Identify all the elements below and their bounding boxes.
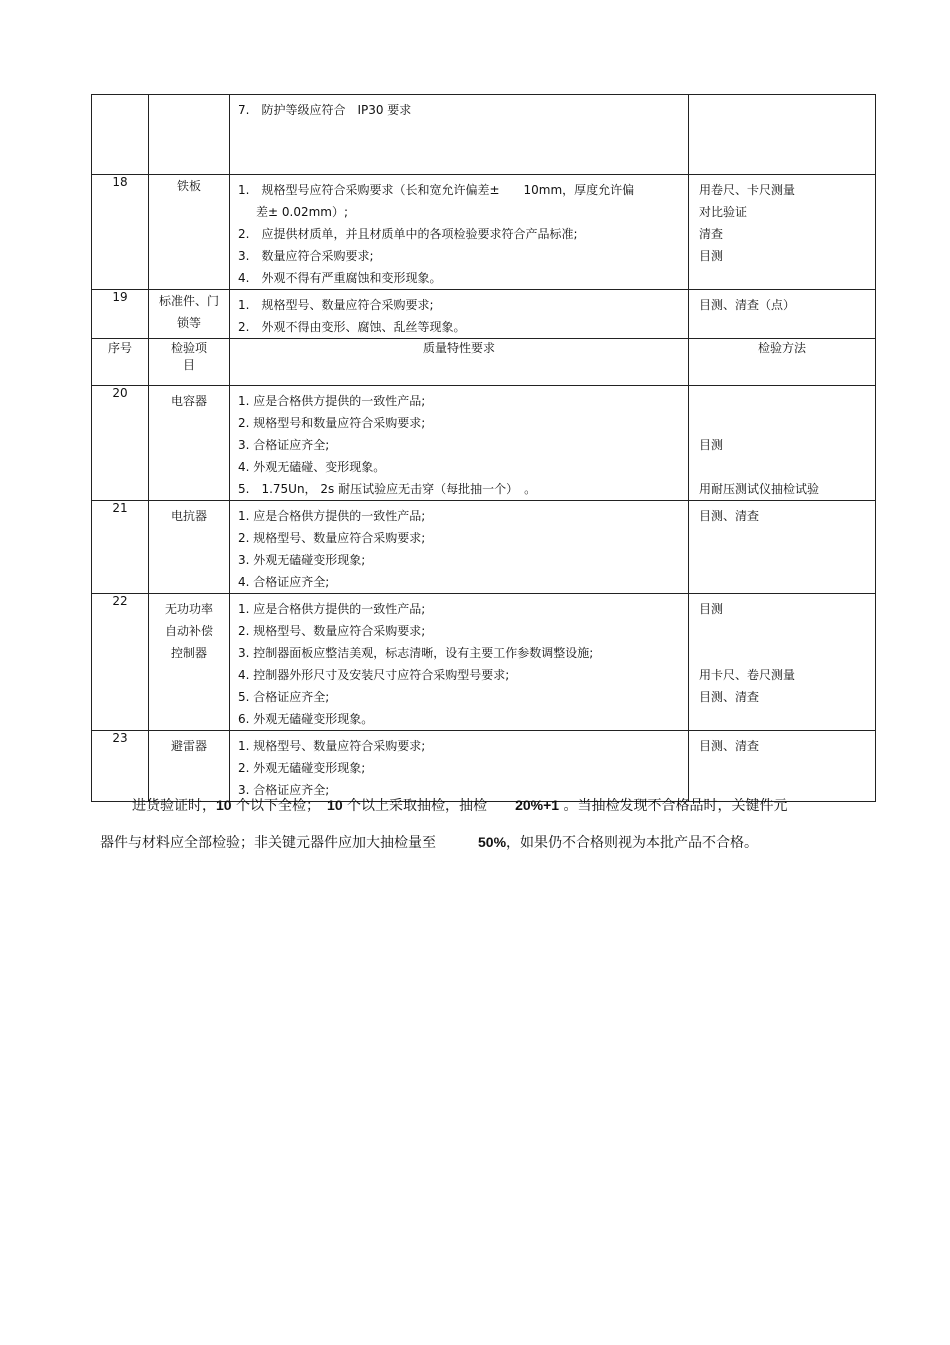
text-line: 1. 应是合格供方提供的一致性产品; bbox=[238, 509, 426, 523]
note-line-2: 器件与材料应全部检验；非关键元器件应加大抽检量至 50%，如果仍不合格则视为本批产品不合格。 bbox=[100, 834, 759, 851]
text-line: 目测 bbox=[699, 249, 724, 263]
text-line: 2. 外观无磕碰变形现象; bbox=[238, 761, 366, 775]
inspection-table bbox=[91, 94, 876, 802]
text-line: 目测、清查（点） bbox=[699, 298, 796, 312]
text-line: 控制器 bbox=[170, 646, 207, 660]
text-line: 用卷尺、卡尺测量 bbox=[699, 183, 796, 197]
item-name bbox=[149, 175, 230, 290]
table-row bbox=[92, 290, 876, 339]
table-row bbox=[92, 95, 876, 175]
item-name bbox=[149, 386, 230, 501]
method-cell bbox=[689, 501, 876, 594]
table-row bbox=[92, 386, 876, 501]
text-line: 2. 外观不得由变形、腐蚀、乱丝等现象。 bbox=[238, 320, 466, 334]
text-line: 避雷器 bbox=[170, 739, 207, 753]
text-line: 5. 1.75Un， 2s 耐压试验应无击穿（每批抽一个） 。 bbox=[238, 482, 537, 496]
text-line: 7. 防护等级应符合 IP30 要求 bbox=[238, 103, 412, 117]
text-line: 用耐压测试仪抽检试验 bbox=[699, 482, 820, 496]
text-line: 6. 外观无磕碰变形现象。 bbox=[238, 712, 374, 726]
text-line: 标准件、门 bbox=[158, 294, 219, 308]
requirements-cell bbox=[230, 175, 689, 290]
table-row bbox=[92, 501, 876, 594]
header-item: 检验项 目 bbox=[149, 339, 230, 386]
method-cell bbox=[689, 731, 876, 802]
requirements-cell bbox=[230, 95, 689, 175]
method-cell bbox=[689, 594, 876, 731]
row-number: 20 bbox=[92, 386, 149, 501]
header-requirements: 质量特性要求 bbox=[230, 339, 689, 386]
text-line: 2. 规格型号和数量应符合采购要求; bbox=[238, 416, 426, 430]
text-line: 1. 应是合格供方提供的一致性产品; bbox=[238, 394, 426, 408]
text-line: 2. 规格型号、数量应符合采购要求; bbox=[238, 531, 426, 545]
table-row bbox=[92, 594, 876, 731]
text-line bbox=[699, 642, 875, 664]
text-line: 电容器 bbox=[170, 394, 207, 408]
row-number bbox=[92, 95, 149, 175]
text-line: 1. 规格型号应符合采购要求（长和宽允许偏差± 10mm，厚度允许偏 bbox=[238, 183, 635, 197]
text-line: 2. 应提供材质单，并且材质单中的各项检验要求符合产品标准; bbox=[238, 227, 578, 241]
text-line: 5. 合格证应齐全; bbox=[238, 690, 330, 704]
text-line: 目测 bbox=[699, 602, 724, 616]
item-name bbox=[149, 95, 230, 175]
table-header-row bbox=[92, 339, 876, 386]
text-line: 目测、清查 bbox=[699, 509, 760, 523]
text-line: 清查 bbox=[699, 227, 724, 241]
text-line: 3. 数量应符合采购要求; bbox=[238, 249, 374, 263]
row-number: 23 bbox=[92, 731, 149, 802]
text-line: 目测 bbox=[699, 438, 724, 452]
text-line: 4. 合格证应齐全; bbox=[238, 575, 330, 589]
item-name bbox=[149, 594, 230, 731]
text-line: 目测、清查 bbox=[699, 690, 760, 704]
text-line: 1. 应是合格供方提供的一致性产品; bbox=[238, 602, 426, 616]
text-line: 无功功率 bbox=[164, 602, 213, 616]
text-line bbox=[699, 456, 875, 478]
text-line: 3. 外观无磕碰变形现象; bbox=[238, 553, 366, 567]
method-cell bbox=[689, 290, 876, 339]
text-line: 差± 0.02mm）; bbox=[256, 205, 349, 219]
text-line: 4. 外观无磕碰、变形现象。 bbox=[238, 460, 386, 474]
requirements-cell bbox=[230, 731, 689, 802]
text-line bbox=[699, 412, 875, 434]
note-line-1: 进货验证时，10 个以下全检； 10 个以上采取抽检，抽检 20%+1 。当抽检发现不合格品时，关键件元 bbox=[132, 797, 788, 814]
method-cell bbox=[689, 95, 876, 175]
requirements-cell bbox=[230, 386, 689, 501]
text-line: 自动补偿 bbox=[164, 624, 213, 638]
text-line: 3. 合格证应齐全; bbox=[238, 438, 330, 452]
header-no: 序号 bbox=[92, 339, 149, 386]
text-line: 1. 规格型号、数量应符合采购要求; bbox=[238, 739, 426, 753]
text-line: 对比验证 bbox=[699, 205, 748, 219]
row-number: 21 bbox=[92, 501, 149, 594]
item-name bbox=[149, 731, 230, 802]
text-line: 目测、清查 bbox=[699, 739, 760, 753]
header-method: 检验方法 bbox=[689, 339, 876, 386]
text-line: 1. 规格型号、数量应符合采购要求; bbox=[238, 298, 434, 312]
method-cell bbox=[689, 175, 876, 290]
text-line: 锁等 bbox=[176, 316, 201, 330]
text-line bbox=[699, 620, 875, 642]
text-line: 电抗器 bbox=[170, 509, 207, 523]
item-name bbox=[149, 290, 230, 339]
table-row bbox=[92, 175, 876, 290]
method-cell bbox=[689, 386, 876, 501]
text-line bbox=[699, 390, 875, 412]
text-line: 用卡尺、卷尺测量 bbox=[699, 668, 796, 682]
table-row bbox=[92, 731, 876, 802]
row-number: 22 bbox=[92, 594, 149, 731]
requirements-cell bbox=[230, 501, 689, 594]
requirements-cell bbox=[230, 594, 689, 731]
row-number: 18 bbox=[92, 175, 149, 290]
text-line: 3. 控制器面板应整洁美观，标志清晰，设有主要工作参数调整设施; bbox=[238, 646, 594, 660]
text-line: 2. 规格型号、数量应符合采购要求; bbox=[238, 624, 426, 638]
requirements-cell bbox=[230, 290, 689, 339]
item-name bbox=[149, 501, 230, 594]
text-line: 4. 控制器外形尺寸及安装尺寸应符合采购型号要求; bbox=[238, 668, 510, 682]
text-line: 3. 合格证应齐全; bbox=[238, 783, 330, 797]
text-line: 4. 外观不得有严重腐蚀和变形现象。 bbox=[238, 271, 442, 285]
row-number: 19 bbox=[92, 290, 149, 339]
text-line: 铁板 bbox=[176, 179, 201, 193]
